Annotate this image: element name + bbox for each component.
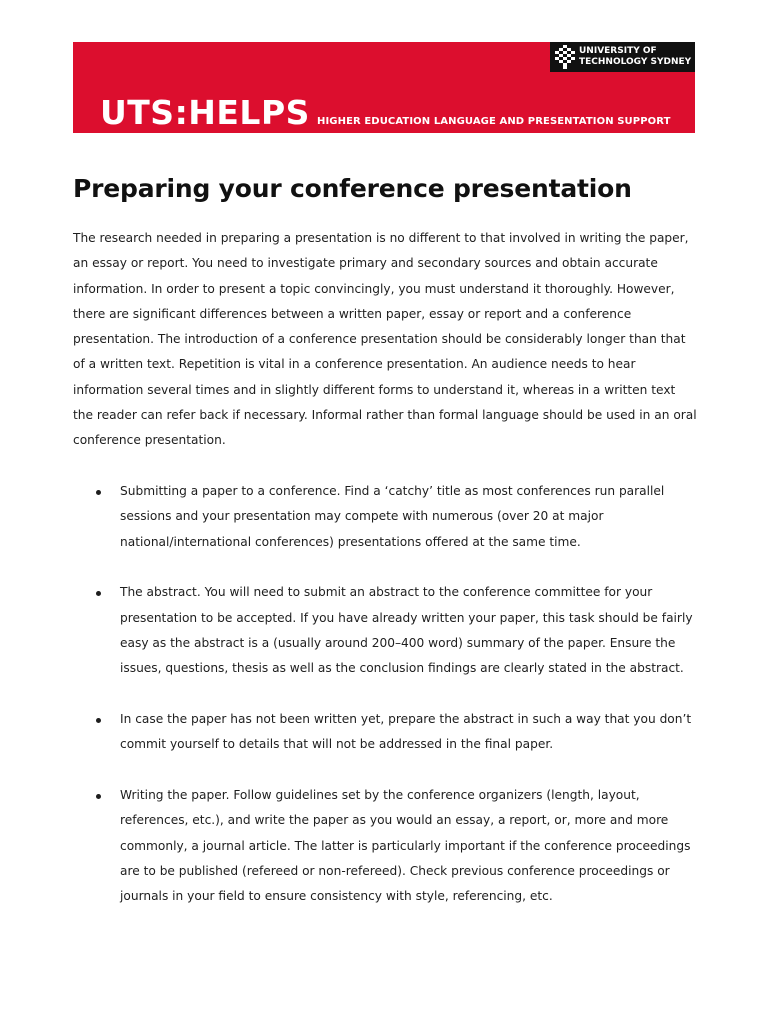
banner-tagline: HIGHER EDUCATION LANGUAGE AND PRESENTATION SUPPORT (317, 116, 671, 127)
university-name-line2: TECHNOLOGY SYDNEY (579, 57, 692, 67)
list-item (73, 580, 697, 681)
list-item-text: Submitting a paper to a conference. Find a ‘catchy’ title as most conferences run parallel sessions and your presentation may compete with numerous (over 20 at major national/international conferences) presentations offered at the same time. (120, 484, 665, 549)
list-item (73, 783, 697, 909)
header-banner (73, 42, 695, 133)
list-item-text: Writing the paper. Follow guidelines set by the conference organizers (length, layout, references, etc.), and write the paper as you would an essay, a report, or, more and more commonly, a journal article. The latter is particularly important if the conference proceedings are to be published (refereed or non-refereed). Check previous conference proceedings or journals in your field to ensure consistency with style, referencing, etc. (120, 788, 691, 904)
bullet-icon (96, 591, 101, 596)
intro-paragraph: The research needed in preparing a presentation is no different to that involved in writing the paper, an essay or report. You need to investigate primary and secondary sources and obtain accurate information. In order to present a topic convincingly, you must understand it thoroughly. However, there are significant differences between a written paper, essay or report and a conference presentation. The introduction of a conference presentation should be considerably longer than that of a written text. Repetition is vital in a conference presentation. An audience needs to hear information several times and in slightly different forms to understand it, whereas in a written text the reader can refer back if necessary. Informal rather than formal language should be used in an oral conference presentation. (73, 231, 697, 448)
bullet-icon (96, 794, 101, 799)
university-logo (550, 42, 695, 72)
page-title: Preparing your conference presentation (73, 174, 632, 203)
list-item-text: The abstract. You will need to submit an abstract to the conference committee for your presentation to be accepted. If you have already written your paper, this task should be fairly easy as the abstract is a (usually around 200–400 word) summary of the paper. Ensure the issues, questions, thesis as well as the conclusion findings are clearly stated in the abstract. (120, 585, 693, 676)
helps-logo-text: UTS:HELPS (100, 93, 310, 132)
list-item-text: In case the paper has not been written yet, prepare the abstract in such a way that you don’t commit yourself to details that will not be addressed in the final paper. (120, 712, 692, 752)
list-item (73, 479, 697, 555)
university-name-line1: UNIVERSITY OF (579, 46, 657, 56)
uts-emblem-icon (555, 45, 575, 69)
list-item (73, 707, 697, 758)
bullet-list (73, 479, 697, 935)
bullet-icon (96, 718, 101, 723)
university-name (579, 46, 691, 68)
bullet-icon (96, 490, 101, 495)
